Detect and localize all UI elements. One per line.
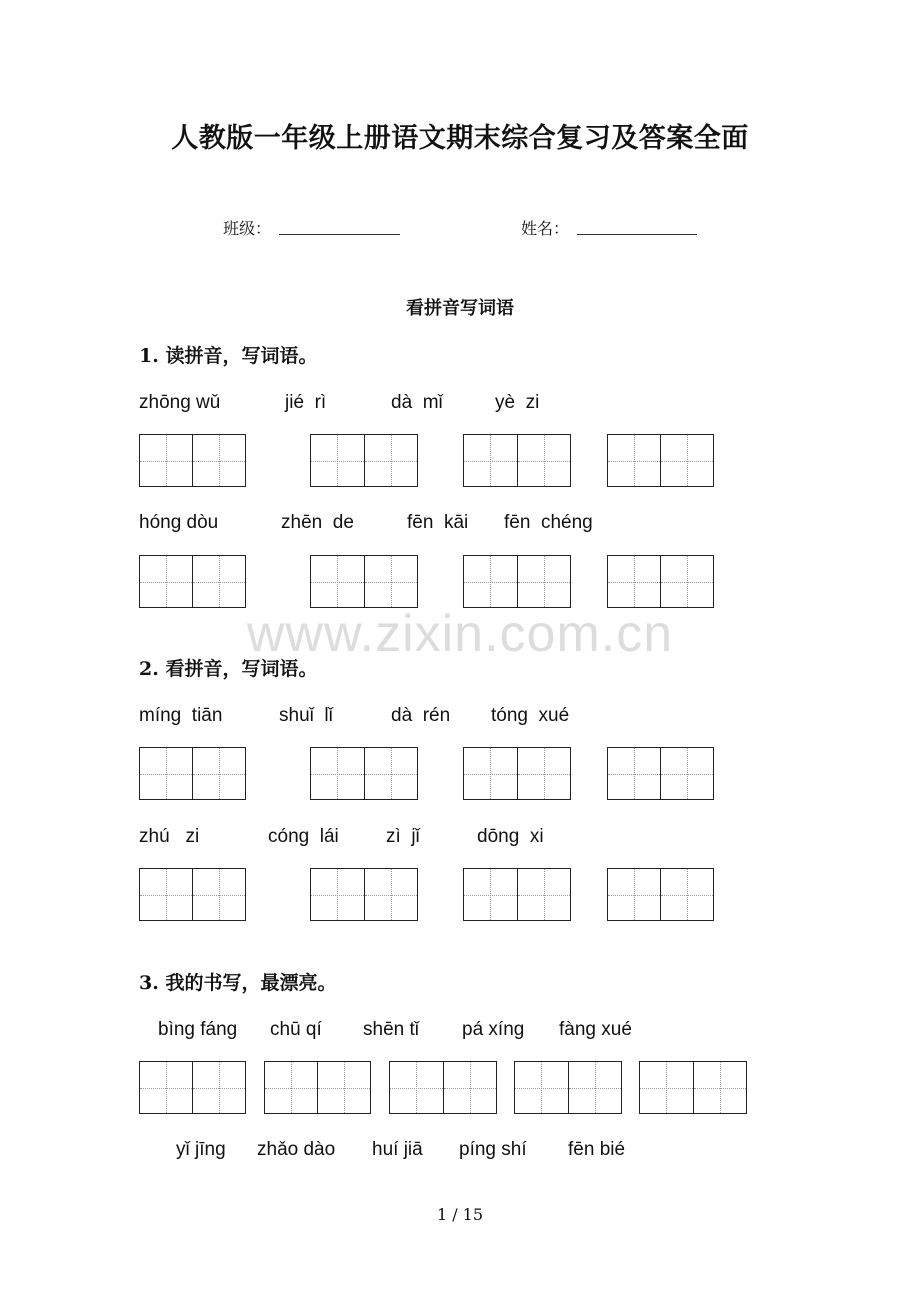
question-1-heading: 1. 读拼音，写词语。 <box>139 345 318 367</box>
writing-grid[interactable] <box>389 1061 497 1114</box>
pinyin-label: yǐ jīng <box>176 1139 226 1160</box>
pinyin-label: tóng xué <box>491 705 570 726</box>
writing-grid[interactable] <box>607 747 714 800</box>
pinyin-label: dà mǐ <box>391 392 443 413</box>
writing-grid[interactable] <box>463 747 571 800</box>
pinyin-label: fēn bié <box>568 1139 626 1160</box>
pinyin-label: zì jǐ <box>386 826 420 847</box>
writing-grid[interactable] <box>264 1061 371 1114</box>
pinyin-label: zhēn de <box>281 512 354 533</box>
section-title: 看拼音写词语 <box>406 298 514 319</box>
class-blank-line[interactable] <box>279 234 400 235</box>
writing-grid[interactable] <box>607 555 714 608</box>
writing-grid[interactable] <box>139 868 246 921</box>
pinyin-label: zhōng wǔ <box>139 392 221 413</box>
pinyin-label: cóng lái <box>268 826 339 847</box>
writing-grid[interactable] <box>310 434 418 487</box>
writing-grid[interactable] <box>463 434 571 487</box>
pinyin-label: pá xíng <box>462 1019 525 1040</box>
pinyin-label: huí jiā <box>372 1139 423 1160</box>
pinyin-label: dà rén <box>391 705 451 726</box>
pinyin-label: bìng fáng <box>158 1019 238 1040</box>
pinyin-label: shuǐ lǐ <box>279 705 333 726</box>
writing-grid[interactable] <box>310 868 418 921</box>
writing-grid[interactable] <box>463 868 571 921</box>
pinyin-label: fàng xué <box>559 1019 632 1040</box>
writing-grid[interactable] <box>139 1061 246 1114</box>
question-2-heading: 2. 看拼音，写词语。 <box>139 658 318 680</box>
class-label: 班级： <box>223 219 272 238</box>
writing-grid[interactable] <box>639 1061 747 1114</box>
pinyin-label: zhú zi <box>139 826 200 847</box>
pinyin-label: jié rì <box>285 392 327 413</box>
pinyin-label: fēn chéng <box>504 512 593 533</box>
pinyin-label: shēn tǐ <box>363 1019 419 1040</box>
name-label: 姓名： <box>521 219 570 238</box>
name-blank-line[interactable] <box>577 234 697 235</box>
pinyin-label: fēn kāi <box>407 512 469 533</box>
writing-grid[interactable] <box>139 747 246 800</box>
pinyin-label: zhǎo dào <box>257 1139 336 1160</box>
pinyin-label: yè zi <box>495 392 540 413</box>
writing-grid[interactable] <box>310 747 418 800</box>
document-title: 人教版一年级上册语文期末综合复习及答案全面 <box>171 123 749 154</box>
writing-grid[interactable] <box>514 1061 622 1114</box>
writing-grid[interactable] <box>607 434 714 487</box>
pinyin-label: píng shí <box>459 1139 527 1160</box>
pinyin-label: hóng dòu <box>139 512 219 533</box>
writing-grid[interactable] <box>139 434 246 487</box>
writing-grid[interactable] <box>463 555 571 608</box>
writing-grid[interactable] <box>310 555 418 608</box>
watermark: www.zixin.com.cn <box>246 605 674 663</box>
pinyin-label: dōng xi <box>477 826 544 847</box>
question-3-heading: 3. 我的书写，最漂亮。 <box>139 972 337 994</box>
writing-grid[interactable] <box>607 868 714 921</box>
pinyin-label: chū qí <box>270 1019 322 1040</box>
page-number: 1 / 15 <box>436 1205 484 1224</box>
pinyin-label: míng tiān <box>139 705 223 726</box>
writing-grid[interactable] <box>139 555 246 608</box>
